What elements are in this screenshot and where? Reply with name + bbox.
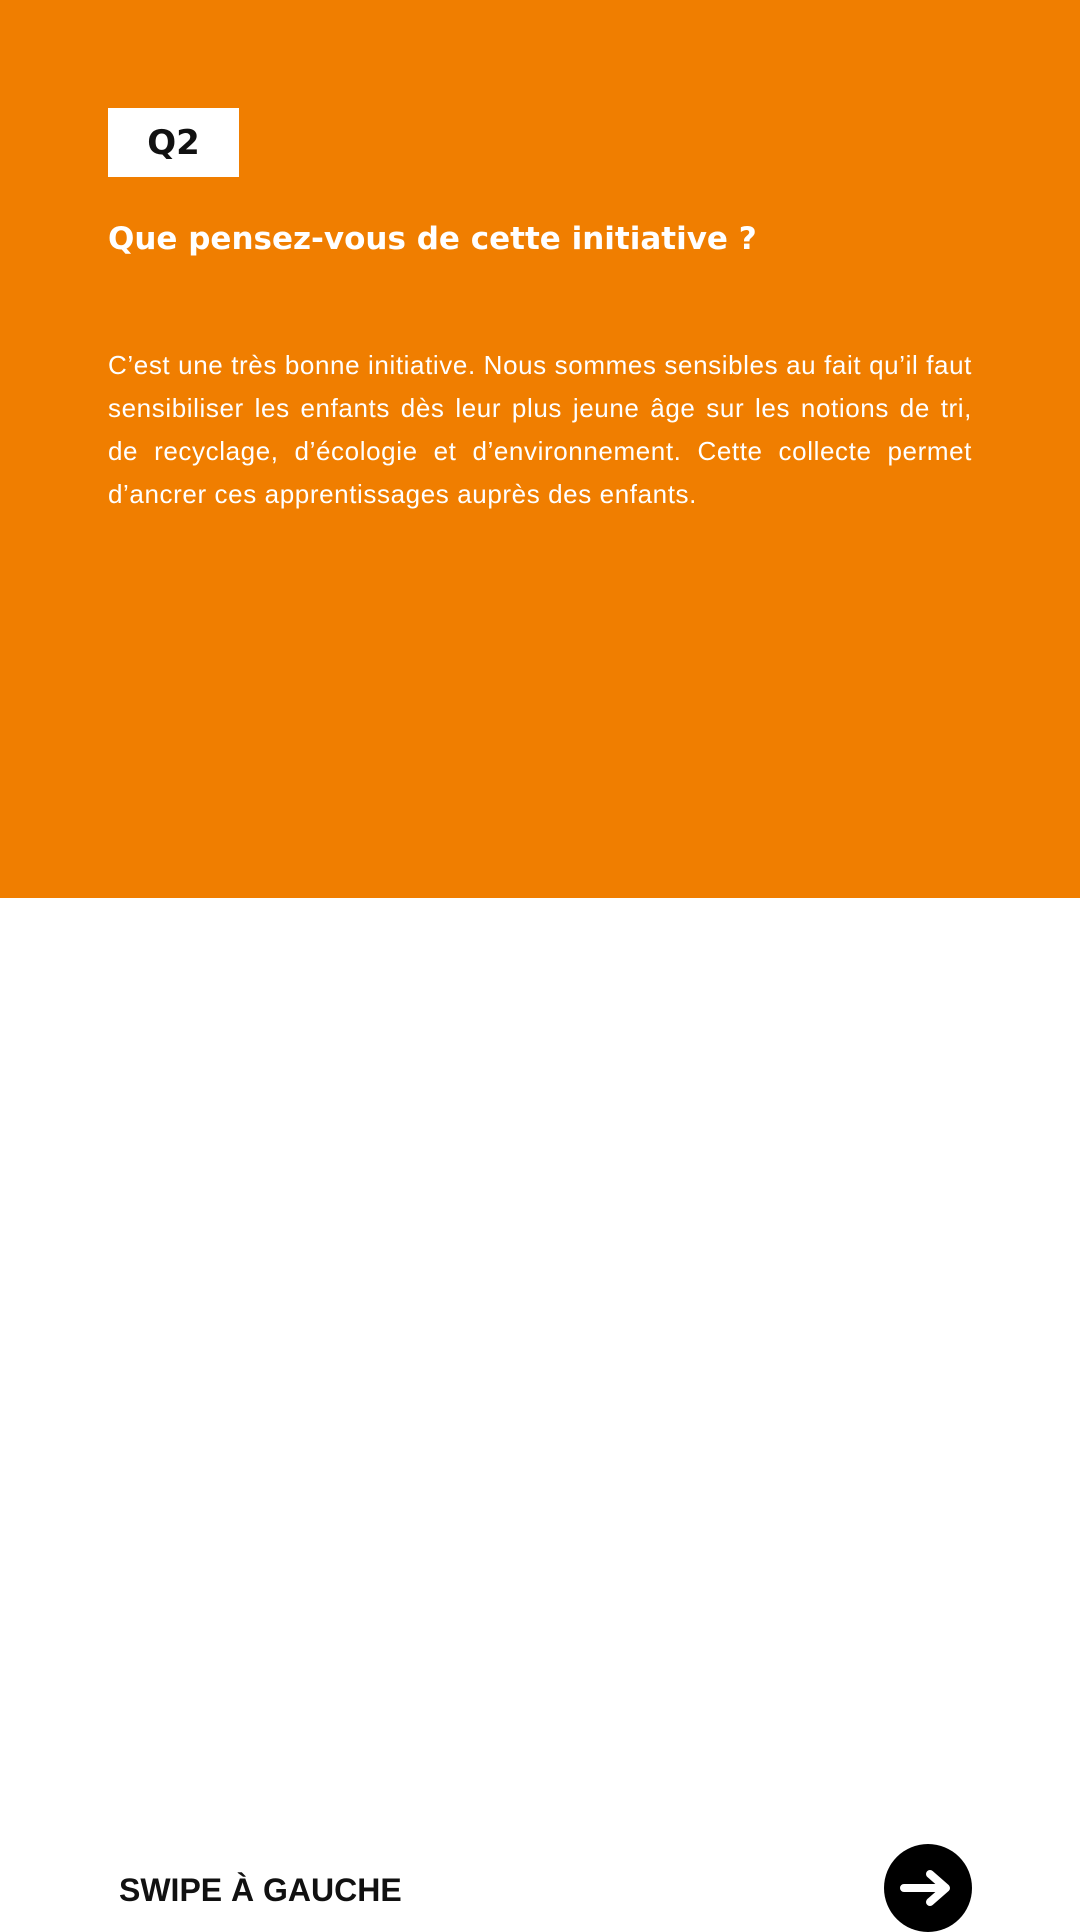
- question-number-badge: Q2: [108, 108, 239, 177]
- question-title: Que pensez-vous de cette initiative ?: [108, 221, 757, 257]
- footer-bar: [0, 898, 1080, 1908]
- swipe-hint: SWIPE À GAUCHE: [119, 1872, 402, 1908]
- next-slide-button[interactable]: [884, 1844, 972, 1932]
- question-card: [0, 0, 1080, 898]
- answer-text: C’est une très bonne initiative. Nous sommes sensibles au fait qu’il faut sensibiliser les enfants dès leur plus jeune âge sur les notions de tri, de recyclage, d’écologie et d’environnement. Cette collecte permet d’ancrer ces apprentissages auprès des enfants.: [108, 350, 972, 509]
- arrow-right-icon: [900, 1868, 956, 1908]
